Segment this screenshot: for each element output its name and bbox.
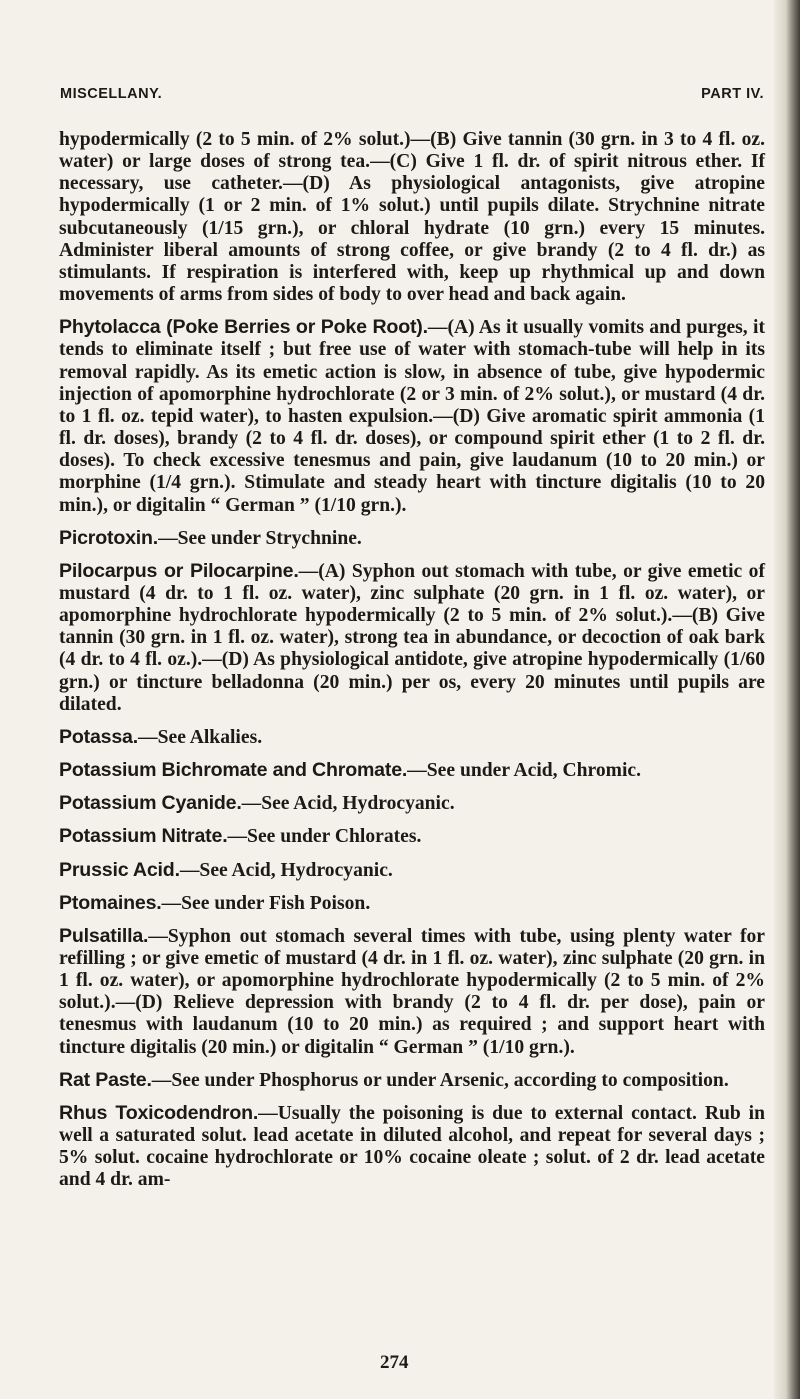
entry-text: —See under Acid, Chromic. [407, 760, 642, 782]
entry-heading: Picrotoxin. [59, 526, 159, 549]
entry-heading: Potassium Cyanide. [59, 792, 242, 815]
entry-potassium-bichromate [59, 759, 765, 782]
entry-text: —(A) As it usually vomits and purges, it tends to eliminate itself ; but free use of water with stomach-tube will help in its removal rapidly. As its emetic action is slow, in absence of tube, give hypodermic injection of apomorphine hydrochlorate (2 or 3 min. of 2% solut.), or mustard (4 dr. to 1 fl. oz. tepid water), to hasten expulsion.—(D) Give aromatic spirit ammonia (1 fl. dr. doses), brandy (2 to 4 fl. dr. doses), or compound spirit ether (1 to 2 fl. dr. doses). To check excessive tenesmus and pain, give laudanum (10 to 20 min.) or morphine (1/4 grn.). Stimulate and steady heart with tincture digitalis (10 to 20 min.), or digitalin “ German ” (1/10 grn.). [59, 317, 765, 516]
entry-pulsatilla [59, 925, 765, 1059]
entry-text: —See Alkalies. [138, 726, 263, 748]
header-part-label: PART IV. [701, 86, 764, 102]
entry-heading: Prussic Acid. [59, 858, 180, 881]
entry-heading: Ptomaines. [59, 891, 162, 914]
entry-text: —See under Phosphorus or under Arsenic, according to composition. [151, 1069, 729, 1091]
entry-potassium-cyanide [59, 792, 765, 815]
paragraph-continuation [59, 129, 765, 306]
entry-heading: Potassa. [59, 725, 138, 748]
page-number: 274 [380, 1352, 409, 1373]
entry-heading: Potassium Bichromate and Chromate. [59, 759, 408, 782]
entry-heading: Potassium Nitrate. [59, 825, 228, 848]
entry-prussic-acid [59, 859, 765, 882]
paragraph-text: hypodermically (2 to 5 min. of 2% solut.)—(B) Give tannin (30 grn. in 3 to 4 fl. oz. water) or large doses of strong tea.—(C) Give 1 fl. dr. of spirit nitrous ether. If necessary, use catheter.—(D) As physiological antagonists, give atropine hypodermically (1 or 2 min. of 1% solut.) until pupils dilate. Strychnine nitrate subcutaneously (1/15 grn.), or chloral hydrate (10 grn.) every 15 minutes. Administer liberal amounts of strong coffee, or give brandy (2 to 4 fl. dr.) as stimulants. If respiration is interfered with, keep up rhythmical up and down movements of arms from sides of body to over head and back again. [59, 129, 765, 306]
entry-rhus-toxicodendron [59, 1102, 765, 1192]
entry-pilocarpus [59, 560, 765, 716]
entry-text: —See under Chlorates. [227, 826, 422, 848]
entry-heading: Rhus Toxicodendron. [59, 1101, 259, 1124]
entry-text: —See under Fish Poison. [161, 892, 371, 914]
entry-text: —(A) Syphon out stomach with tube, or give emetic of mustard (4 dr. to 1 fl. oz. water), zinc sulphate (20 grn. in 1 fl. oz. water), or apomorphine hydrochlorate hypodermically (2 to 5 min. of 2% solut.).—(B) Give tannin (30 grn. in 1 fl. oz. water), strong tea in abundance, or decoction of oak bark (4 dr. to 4 fl. oz.).—(D) As physiological antidote, give atropine hypodermically (1/60 grn.) or tincture belladonna (20 min.) per os, every 20 minutes until pupils are dilated. [59, 560, 765, 715]
entry-text: —See under Strychnine. [158, 527, 362, 549]
running-header [60, 86, 764, 110]
entry-heading: Phytolacca (Poke Berries or Poke Root). [59, 316, 428, 339]
entry-text: —Usually the poisoning is due to external contact. Rub in well a saturated solut. lead acetate in diluted alcohol, and repeat for several days ; 5% solut. cocaine hydrochlorate or 10% cocaine oleate ; solut. of 2 dr. lead acetate and 4 dr. am- [59, 1102, 765, 1191]
entry-text: —Syphon out stomach several times with tube, using plenty water for refilling ; or give emetic of mustard (4 dr. in 1 fl. oz. water), zinc sulphate (20 grn. in 1 fl. oz. water), or apomorphine hydrochlorate hypodermically (2 to 5 min. of 2% solut.).—(D) Relieve depression with brandy (2 to 4 fl. dr. per dose), pain or tenesmus with laudanum (10 to 20 min.) as required ; and support heart with tincture digitalis (20 min.) or digitalin “ German ” (1/10 grn.). [59, 925, 765, 1058]
entry-ptomaines [59, 892, 765, 915]
entry-rat-paste [59, 1069, 765, 1092]
entry-text: —See Acid, Hydrocyanic. [179, 859, 393, 881]
entry-heading: Pulsatilla. [59, 924, 149, 947]
entry-heading: Pilocarpus or Pilocarpine. [59, 559, 299, 582]
entry-text: —See Acid, Hydrocyanic. [241, 793, 455, 815]
entry-picrotoxin [59, 527, 765, 550]
entry-potassium-nitrate [59, 825, 765, 848]
page-body [59, 129, 765, 1202]
page-edge-shadow [774, 0, 800, 1399]
header-section-title: MISCELLANY. [60, 86, 163, 102]
entry-heading: Rat Paste. [59, 1068, 152, 1091]
entry-phytolacca [59, 316, 765, 516]
entry-potassa [59, 726, 765, 749]
